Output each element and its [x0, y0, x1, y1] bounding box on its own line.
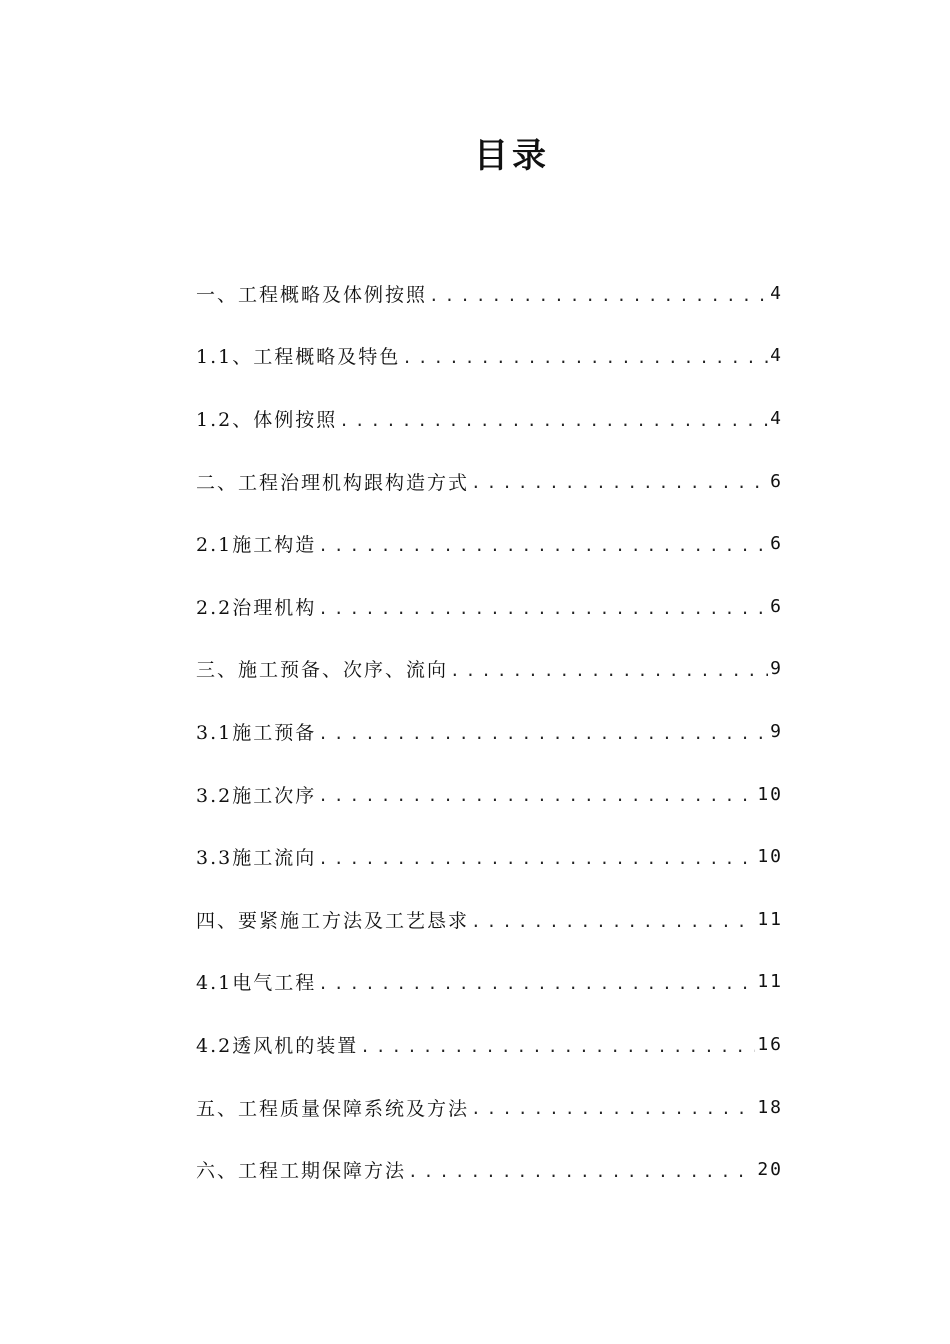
- toc-dot-leader: [318, 536, 768, 575]
- toc-entry-label: 4.2透风机的装置: [196, 1034, 359, 1057]
- toc-dot-leader: [318, 849, 755, 888]
- toc-dot-leader: [318, 974, 755, 1013]
- toc-entry-label: 1.2、体例按照: [196, 408, 338, 431]
- toc-entry[interactable]: [196, 638, 783, 701]
- toc-entry[interactable]: [196, 387, 783, 450]
- toc-entry-page: 16: [757, 1033, 783, 1055]
- toc-entry-page: 10: [757, 783, 783, 805]
- toc-entry-label: 三、施工预备、次序、流向: [196, 659, 449, 682]
- toc-entry[interactable]: [196, 1013, 783, 1076]
- toc-entry-label: 1.1、工程概略及特色: [196, 346, 401, 369]
- toc-entry[interactable]: [196, 325, 783, 388]
- toc-dot-leader: [339, 411, 768, 450]
- toc-entry-label: 2.1施工构造: [196, 534, 317, 557]
- toc-entry-label: 3.2施工次序: [196, 784, 317, 807]
- toc-entry[interactable]: [196, 575, 783, 638]
- toc-entry[interactable]: [196, 763, 783, 826]
- toc-entry-label: 二、工程治理机构跟构造方式: [196, 471, 470, 494]
- toc-entry[interactable]: [196, 1138, 783, 1201]
- toc-entry-label: 4.1电气工程: [196, 972, 317, 995]
- toc-dot-leader: [360, 1037, 755, 1076]
- toc-entry[interactable]: [196, 1076, 783, 1139]
- toc-dot-leader: [429, 286, 768, 325]
- toc-entry[interactable]: [196, 512, 783, 575]
- toc-entry-page: 18: [757, 1096, 783, 1118]
- toc-entry-label: 五、工程质量保障系统及方法: [196, 1097, 470, 1120]
- toc-entry-label: 六、工程工期保障方法: [196, 1160, 407, 1183]
- toc-entry[interactable]: [196, 262, 783, 325]
- toc-entry[interactable]: [196, 450, 783, 513]
- toc-dot-leader: [318, 786, 755, 825]
- toc-entry-page: 11: [757, 971, 783, 993]
- toc-entry-label: 2.2治理机构: [196, 596, 317, 619]
- toc-entry-page: 6: [770, 470, 783, 492]
- toc-entry[interactable]: [196, 825, 783, 888]
- toc-entry-page: 20: [757, 1159, 783, 1181]
- toc-entry-label: 四、要紧施工方法及工艺恳求: [196, 909, 470, 932]
- toc-dot-leader: [471, 473, 768, 512]
- toc-entry-page: 4: [770, 407, 783, 429]
- toc-entry-page: 6: [770, 595, 783, 617]
- toc-entry-page: 11: [757, 908, 783, 930]
- toc-entry[interactable]: [196, 951, 783, 1014]
- toc-dot-leader: [471, 1099, 755, 1138]
- toc-entry-label: 3.3施工流向: [196, 847, 317, 870]
- toc-dot-leader: [318, 724, 768, 763]
- toc-dot-leader: [318, 599, 768, 638]
- toc-entry-page: 9: [770, 658, 783, 680]
- toc-dot-leader: [471, 912, 755, 951]
- toc-dot-leader: [450, 661, 768, 700]
- toc-dot-leader: [408, 1162, 755, 1201]
- toc-entry-page: 6: [770, 533, 783, 555]
- toc-entry-page: 4: [770, 345, 783, 367]
- toc-entry-page: 9: [770, 720, 783, 742]
- toc-entry[interactable]: [196, 700, 783, 763]
- table-of-contents: [196, 262, 783, 1201]
- toc-entry-page: 10: [757, 846, 783, 868]
- toc-entry-page: 4: [770, 282, 783, 304]
- toc-entry[interactable]: [196, 888, 783, 951]
- toc-dot-leader: [402, 348, 768, 387]
- toc-entry-label: 一、工程概略及体例按照: [196, 283, 428, 306]
- toc-entry-label: 3.1施工预备: [196, 721, 317, 744]
- page-title: 目录: [474, 136, 550, 176]
